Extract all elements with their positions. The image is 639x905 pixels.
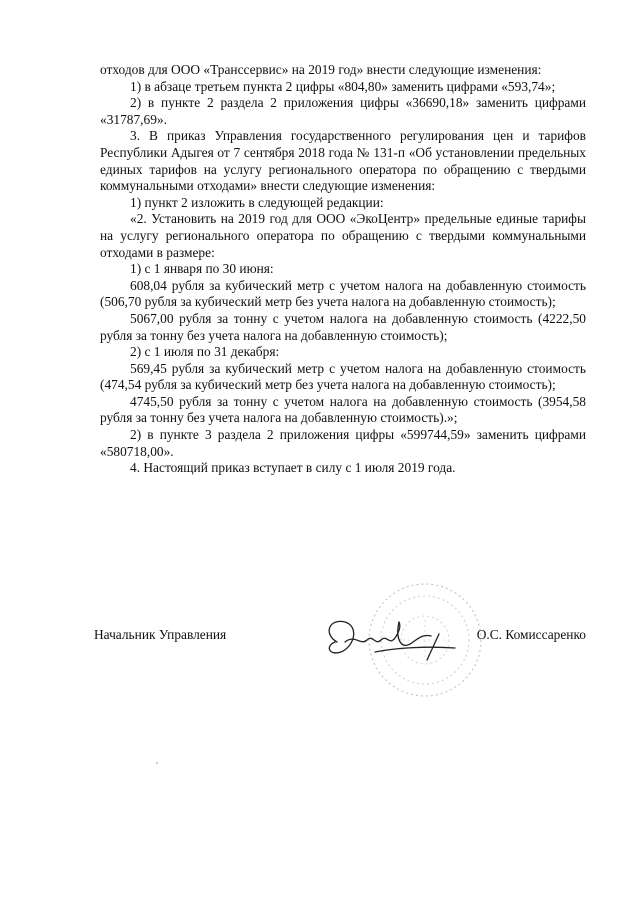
scan-speck: [156, 762, 158, 764]
paragraph-6: 1) с 1 января по 30 июня:: [130, 261, 274, 277]
signatory-name: О.С. Комиссаренко: [476, 627, 586, 642]
paragraph-8: 5067,00 рубля за тонну с учетом налога на добавленную стоимость (4222,50 рубля за тонну без учета налога на добавленную стоимость);: [100, 310, 586, 343]
paragraph-7: 608,04 рубля за кубический метр с учетом налога на добавленную стоимость (506,70 рубля за кубический метр без учета налога на добавленную стоимость);: [100, 277, 586, 310]
signatory-title: Начальник Управления: [94, 627, 227, 642]
paragraph-2: 2) в пункте 2 раздела 2 приложения цифры «36690,18» заменить цифрами «31787,69».: [100, 95, 586, 127]
paragraph-9: 2) с 1 июля по 31 декабря:: [130, 344, 280, 360]
paragraph-5: «2. Установить на 2019 год для ООО «ЭкоЦентр» предельные единые тарифы на услугу регионального оператора по обращению с твердыми коммунальными отходами в размере:: [100, 211, 586, 260]
paragraph-12: 2) в пункте 3 раздела 2 приложения цифры «599744,59» заменить цифрами «580718,00».: [100, 427, 586, 459]
paragraph-11: 4745,50 рубля за тонну с учетом налога на добавленную стоимость (3954,58 рубля за тонну без учета налога на добавленную стоимость).»;: [100, 393, 586, 426]
paragraph-10: 569,45 рубля за кубический метр с учетом налога на добавленную стоимость (474,54 рубля за кубический метр без учета налога на добавленную стоимость);: [100, 360, 586, 393]
paragraph-13: 4. Настоящий приказ вступает в силу с 1 июля 2019 года.: [130, 460, 456, 476]
paragraph-3: 3. В приказ Управления государственного регулирования цен и тарифов Республики Адыгея от 7 сентября 2018 года № 131-п «Об установлении предельных единых тарифов на услугу регионального оператора по обращению с твердыми коммунальными отходами» внести следующие изменения:: [100, 128, 586, 194]
document-body: [100, 62, 586, 477]
signature-block: [94, 627, 586, 651]
paragraph-1: 1) в абзаце третьем пункта 2 цифры «804,80» заменить цифрами «593,74»;: [130, 78, 556, 94]
paragraph-0: отходов для ООО «Транссервис» на 2019 год» внести следующие изменения:: [100, 62, 542, 77]
paragraph-4: 1) пункт 2 изложить в следующей редакции:: [130, 194, 384, 210]
